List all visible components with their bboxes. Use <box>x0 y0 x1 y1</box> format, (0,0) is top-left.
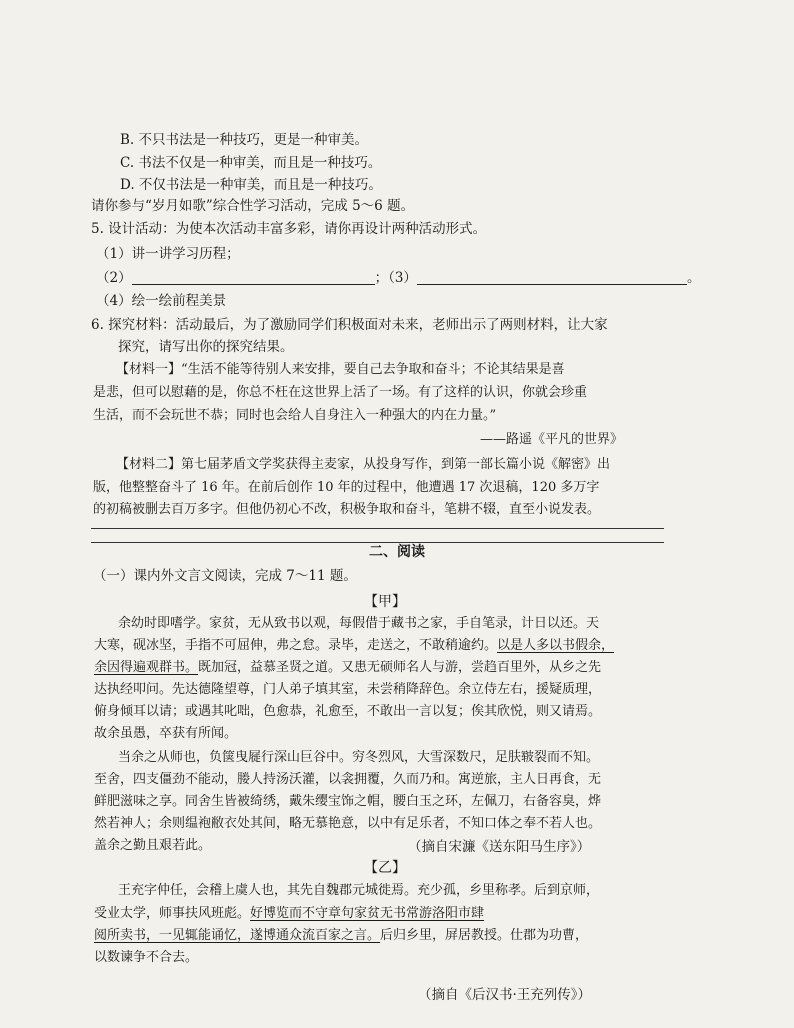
jia-p1-line4: 达执经叩问。先达德隆望尊，门人弟子填其室，未尝稍降辞色。余立侍左右，援疑质理， <box>94 682 602 697</box>
yi-line3 <box>94 926 588 946</box>
yi-line2 <box>94 904 484 924</box>
section-title: 二、阅读 <box>369 544 425 560</box>
yi-source: （摘自《后汉书·王充列传》） <box>418 987 592 1003</box>
jia-text: 大寒，砚冰坚，手指不可屈伸，弗之怠。录毕，走送之，不敢稍逾约。 <box>94 638 498 653</box>
q5-end: 。 <box>686 270 701 286</box>
jia-p2-line2: 至舍，四支僵劲不能动，媵人持汤沃灌，以衾拥覆，久而乃和。寓逆旅，主人日再食，无 <box>94 772 602 787</box>
material2-line2: 版，他整整奋斗了 16 年。在前后创作 10 年的过程中，他遭遇 17 次退稿，120 多万字 <box>93 480 600 495</box>
q5-sep: ；（3） <box>374 270 417 286</box>
jia-p1-line2 <box>94 636 614 656</box>
jia-p1-line1: 余幼时即嗜学。家贫，无从致书以观，每假借于藏书之家，手自笔录，计日以还。天 <box>118 616 600 631</box>
yi-underlined: 好博览而不守章句家贫无书常游洛阳市肆 <box>250 906 485 921</box>
jia-underlined: 以是人多以书假余， <box>497 638 615 653</box>
yi-line1: 王充字仲任，会稽上虞人也，其先自魏郡元城徙焉。充少孤，乡里称孝。后到京师， <box>118 883 600 898</box>
jia-p1-line3 <box>94 658 601 678</box>
jia-p2-line1: 当余之从师也，负箧曳屣行深山巨谷中。穷冬烈风，大雪深数尺，足肤皲裂而不知。 <box>118 750 600 765</box>
material2-line3: 的初稿被删去百万多字。但他仍初心不改，积极争取和奋斗，笔耕不辍，直至小说发表。 <box>93 502 601 517</box>
answer-blank-3[interactable] <box>417 270 687 285</box>
q5-item4: （4）绘一绘前程美景 <box>96 293 227 309</box>
q5-item2-prefix: （2） <box>96 270 132 286</box>
option-d: D. 不仅书法是一种审美，而且是一种技巧。 <box>120 177 382 193</box>
answer-blank-2[interactable] <box>132 270 375 285</box>
passage-jia-title: 【甲】 <box>364 594 406 610</box>
jia-p2-line3: 鲜肥滋味之享。同舍生皆被绮绣，戴朱缨宝饰之帽，腰白玉之环，左佩刀，右备容臭，烨 <box>94 794 602 809</box>
section-subtitle: （一）课内外文言文阅读，完成 7～11 题。 <box>93 568 357 584</box>
passage-yi-title: 【乙】 <box>364 860 406 876</box>
material1-source: ——路遥《平凡的世界》 <box>480 432 624 447</box>
material1-line1: 【材料一】“生活不能等待别人来安排，要自己去争取和奋斗；不论其结果是喜 <box>116 362 565 377</box>
jia-p2-line5: 盖余之勤且艰若此。 <box>94 838 212 853</box>
yi-text: 受业太学，师事扶风班彪。 <box>94 906 251 921</box>
option-b: B. 不只书法是一种技巧，更是一种审美。 <box>120 132 369 148</box>
yi-line4: 以数谏争不合去。 <box>94 950 199 965</box>
jia-p1-line5: 俯身倾耳以请；或遇其叱咄，色愈恭，礼愈至，不敢出一言以复；俟其欣悦，则又请焉。 <box>94 704 602 719</box>
q6-line1: 6. 探究材料：活动最后，为了激励同学们积极面对未来，老师出示了两则材料，让大家 <box>91 317 608 333</box>
q5-item1: （1）讲一讲学习历程； <box>96 246 240 262</box>
q5-item2-line <box>96 268 700 288</box>
intro-5-6: 请你参与“岁月如歌”综合性学习活动，完成 5～6 题。 <box>91 198 415 214</box>
yi-underlined: 一见辄能诵忆，遂博通众流百家之言。 <box>159 928 381 943</box>
jia-underlined: 余因得遍观群书。 <box>94 660 199 675</box>
q5-stem: 5. 设计活动：为使本次活动丰富多彩，请你再设计两种活动形式。 <box>91 221 487 237</box>
material1-line2: 是悲，但可以慰藉的是，你总不枉在这世界上活了一场。有了这样的认识，你就会珍重 <box>93 385 588 400</box>
jia-text: 既加冠，益慕圣贤之道。又患无硕师名人与游，尝趋百里外，从乡之先 <box>198 660 602 675</box>
answer-line-1[interactable] <box>91 528 664 529</box>
jia-p2-line4: 然若神人；余则缊袍敝衣处其间，略无慕艳意，以中有足乐者，不知口体之奉不若人也。 <box>94 816 602 831</box>
yi-underlined: 阅所卖书， <box>94 928 160 943</box>
material1-line3: 生活，而不会玩世不恭；同时也会给人自身注入一种强大的内在力量。” <box>93 408 497 423</box>
yi-text: 后归乡里，屏居教授。仕郡为功曹， <box>380 928 589 943</box>
material2-line1: 【材料二】第七届茅盾文学奖获得主麦家，从投身写作，到第一部长篇小说《解密》出 <box>116 457 611 472</box>
jia-p1-line6: 故余虽愚，卒获有所闻。 <box>94 726 238 741</box>
jia-source: （摘自宋濂《送东阳马生序》） <box>408 839 591 855</box>
option-c: C. 书法不仅是一种审美，而且是一种技巧。 <box>120 155 382 171</box>
q6-line2: 探究，请写出你的探究结果。 <box>118 339 294 355</box>
